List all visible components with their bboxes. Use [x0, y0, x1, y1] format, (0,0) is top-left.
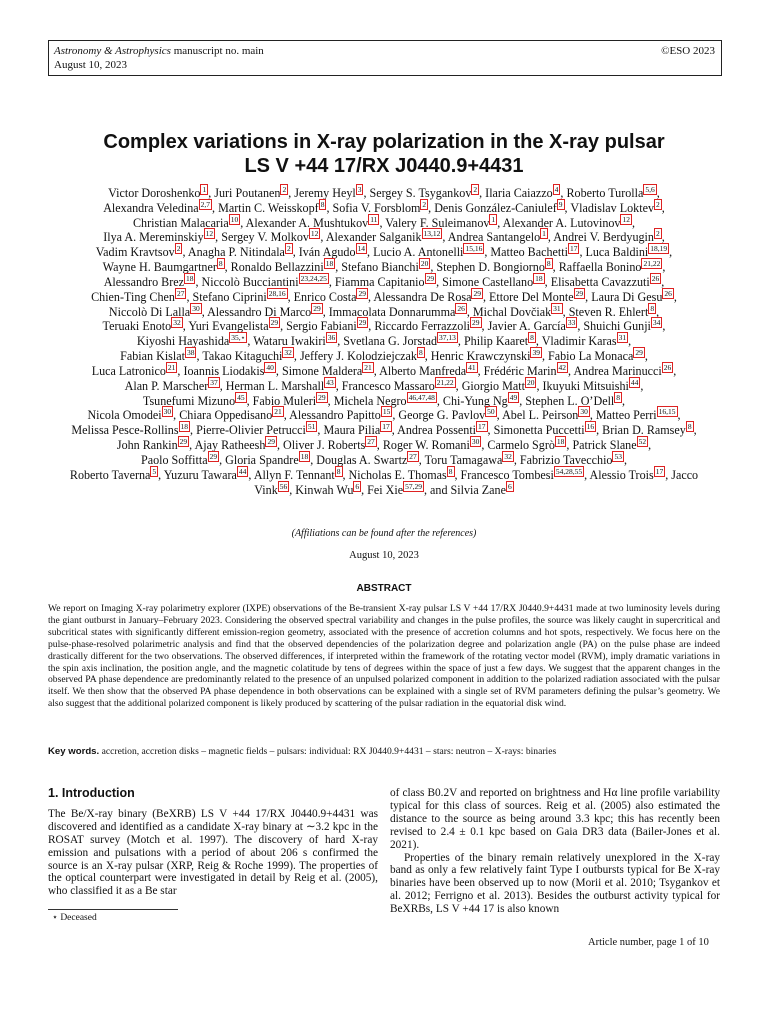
affiliation-link[interactable]: 28,16: [268, 288, 286, 298]
author-name: Laura Di Gesu: [591, 289, 663, 304]
author-name: Denis González-Caniulef: [434, 200, 557, 215]
author-name: Ronaldo Bellazzini: [230, 260, 324, 275]
author-name: Raffaella Bonino: [558, 260, 642, 275]
affiliation-link[interactable]: 49: [509, 392, 518, 402]
affiliation-link[interactable]: 30: [580, 407, 588, 417]
affiliation-link[interactable]: 6: [355, 481, 360, 491]
affiliation-link[interactable]: 2: [422, 199, 427, 209]
author-name: and Silvia Zane: [430, 482, 506, 497]
affiliation-link[interactable]: 29: [270, 318, 279, 328]
affiliation-link[interactable]: 29: [358, 288, 366, 298]
affiliation-link[interactable]: 18: [180, 422, 189, 432]
affiliation-link[interactable]: 2: [473, 185, 478, 194]
affiliation-link[interactable]: 42: [558, 362, 567, 372]
affiliation-link[interactable]: 18: [325, 259, 334, 269]
author-name: Patrick Slane: [572, 438, 637, 453]
author-name: Takao Kitaguchi: [202, 349, 283, 364]
affiliation-link[interactable]: 9: [558, 199, 563, 209]
author-name: Matteo Perri: [595, 408, 657, 423]
affiliation-link[interactable]: 29: [267, 437, 275, 447]
affiliation-link[interactable]: 52: [638, 437, 647, 447]
author-name: Abel L. Peirson: [502, 408, 579, 423]
affiliation-link[interactable]: 16,15: [658, 407, 676, 417]
affiliation-link[interactable]: 18: [300, 451, 309, 461]
author-name: Jacco Vink: [254, 467, 699, 497]
affiliation-link[interactable]: 8: [616, 392, 621, 402]
affiliation-link[interactable]: 32: [504, 451, 512, 461]
author-name: Sergey V. Molkov: [221, 230, 309, 245]
author-name: Michal Dovčiak: [472, 304, 552, 319]
affiliation-link[interactable]: 2: [656, 199, 660, 209]
affiliations-note: (Affiliations can be found after the references): [291, 528, 477, 539]
affiliation-link[interactable]: 26: [664, 288, 672, 298]
author-name: Jeffery J. Kolodziejczak: [299, 349, 417, 364]
author-name: Jeremy Heyl: [294, 186, 356, 201]
author-name: Martin C. Weisskopf: [218, 200, 319, 215]
abstract-heading: ABSTRACT: [356, 583, 412, 594]
author-name: Kinwah Wu: [295, 482, 354, 497]
affiliation-link[interactable]: 1: [202, 185, 207, 194]
affiliation-link[interactable]: 1: [491, 214, 496, 224]
author-name: Fabio Muleri: [252, 393, 317, 408]
author-name: Teruaki Enoto: [102, 319, 172, 334]
author-name: Douglas A. Swartz: [316, 452, 408, 467]
affiliation-link[interactable]: 17: [478, 422, 486, 432]
author-name: Yuzuru Tawara: [163, 467, 237, 482]
author-name: Alessandra De Rosa: [373, 289, 472, 304]
author-name: Maura Pilia: [323, 423, 381, 438]
affiliation-link[interactable]: 29: [473, 288, 481, 298]
affiliation-link[interactable]: 2: [286, 244, 291, 254]
affiliation-link[interactable]: 12: [205, 229, 214, 239]
author-name: Vadim Kravtsov: [95, 245, 175, 260]
affiliation-link[interactable]: 44: [630, 377, 639, 387]
affiliation-link[interactable]: 17: [382, 422, 390, 432]
author-name: Herman L. Marshall: [225, 378, 325, 393]
affiliation-link[interactable]: 15: [382, 407, 391, 417]
affiliation-link[interactable]: 29: [179, 437, 188, 447]
affiliation-link[interactable]: 29: [426, 273, 435, 283]
author-name: Tsunefumi Mizuno: [142, 393, 236, 408]
author-name: Elisabetta Cavazzuti: [550, 275, 650, 289]
author-name: Stefano Bianchi: [341, 260, 419, 275]
affiliation-link[interactable]: 29: [575, 288, 584, 298]
affiliation-link[interactable]: 14: [357, 244, 366, 254]
affiliation-link[interactable]: 26: [663, 362, 672, 372]
affiliation-link[interactable]: 36: [327, 333, 336, 343]
author-name: Stephen D. Bongiorno: [436, 260, 545, 275]
affiliation-link[interactable]: 29: [209, 451, 218, 461]
affiliation-link[interactable]: 20: [526, 377, 535, 387]
left-column: [48, 787, 378, 898]
affiliation-link[interactable]: 8: [218, 259, 223, 269]
author-name: Kiyoshi Hayashida: [136, 334, 230, 349]
affiliation-link[interactable]: 32: [173, 318, 181, 328]
affiliation-link[interactable]: 30: [163, 407, 172, 417]
author-name: Valery F. Suleimanov: [385, 215, 490, 230]
title-line-2: LS V +44 17/RX J0440.9+4431: [244, 155, 524, 177]
affiliation-link[interactable]: 45: [237, 392, 245, 402]
affiliation-link[interactable]: 46,47,48: [408, 392, 435, 402]
affiliation-link[interactable]: 18,19: [650, 244, 668, 254]
affiliation-link[interactable]: 2: [282, 185, 287, 194]
affiliation-link[interactable]: 11: [370, 214, 378, 224]
author-name: Sofia V. Forsblom: [332, 200, 421, 215]
author-name: Juri Poutanen: [214, 186, 281, 201]
author-name: Sergey S. Tsygankov: [369, 186, 472, 201]
affiliation-link[interactable]: 30: [471, 437, 480, 447]
author-name: Chien-Ting Chen: [91, 289, 175, 304]
affiliation-link[interactable]: 5: [152, 466, 157, 476]
author-name: Philip Kaaret: [463, 334, 529, 349]
paper-date: August 10, 2023: [349, 550, 419, 561]
affiliation-link[interactable]: 21,22: [643, 259, 661, 269]
affiliation-link[interactable]: 54,28,55: [555, 466, 583, 476]
affiliation-link[interactable]: 4: [554, 185, 559, 194]
affiliation-link[interactable]: 30: [192, 303, 200, 313]
author-name: Steven R. Ehlert: [568, 304, 649, 319]
affiliation-link[interactable]: 31: [553, 303, 561, 313]
author-name: Francesco Massaro: [341, 378, 435, 393]
affiliation-link[interactable]: 29: [318, 392, 326, 402]
author-name: Stephen L. O’Dell: [525, 393, 615, 408]
author-name: Lucio A. Antonelli: [373, 245, 464, 260]
affiliation-link[interactable]: 18: [535, 273, 543, 283]
author-name: Fiamma Capitanio: [334, 275, 425, 289]
author-name: Ajay Ratheesh: [194, 438, 266, 453]
affiliation-link[interactable]: 16: [586, 422, 595, 432]
author-name: Shuichi Gunji: [583, 319, 651, 334]
author-name: Yuri Evangelista: [188, 319, 269, 334]
affiliation-link[interactable]: 8: [687, 422, 692, 432]
paper-title: [0, 130, 768, 178]
affiliation-link[interactable]: 27: [176, 288, 185, 298]
affiliation-link[interactable]: 12: [310, 229, 319, 239]
author-name: Luca Latronico: [91, 363, 166, 378]
keywords-label: Key words.: [48, 746, 100, 757]
author-name: Carmelo Sgrò: [487, 438, 555, 453]
affiliation-link[interactable]: 26: [651, 273, 660, 283]
section-heading: 1. Introduction: [48, 786, 135, 800]
affiliation-link[interactable]: 20: [420, 259, 429, 269]
affiliation-link[interactable]: 21: [274, 407, 282, 417]
author-name: Fabrizio Tavecchio: [519, 452, 613, 467]
affiliation-link[interactable]: 27: [367, 437, 375, 447]
copyright: ©ESO 2023: [661, 45, 715, 57]
affiliation-link[interactable]: 18: [556, 437, 565, 447]
journal-header: [48, 40, 722, 76]
affiliation-link[interactable]: 8: [448, 466, 453, 476]
author-name: Alberto Manfreda: [379, 363, 467, 378]
affiliation-link[interactable]: 6: [507, 481, 512, 491]
affiliation-link[interactable]: 41: [468, 362, 476, 372]
affiliation-link[interactable]: 34: [652, 318, 661, 328]
affiliation-link[interactable]: 43: [326, 377, 334, 387]
author-name: Simone Castellano: [442, 275, 534, 289]
affiliation-link[interactable]: 8: [336, 466, 341, 476]
affiliation-link[interactable]: 37,13: [439, 333, 456, 343]
author-name: Sergio Fabiani: [286, 319, 357, 334]
affiliation-link[interactable]: 8: [530, 333, 534, 343]
author-name: Victor Doroshenko: [108, 186, 201, 201]
author-name: Alexander A. Lutovinov: [502, 215, 621, 230]
author-name: Toru Tamagawa: [424, 452, 503, 467]
author-name: Nicola Omodei: [87, 408, 162, 423]
keywords: [48, 746, 720, 758]
author-name: Michela Negro: [333, 393, 407, 408]
author-name: Andrea Possenti: [397, 423, 477, 438]
affiliation-link[interactable]: 21,22: [436, 377, 454, 387]
author-name: Alexander A. Mushtukov: [245, 215, 369, 230]
affiliation-link[interactable]: 32: [284, 348, 292, 358]
author-name: Stefano Ciprini: [192, 289, 267, 304]
author-name: Andrei V. Berdyugin: [553, 230, 654, 245]
intro-paragraph-1-cont: of class B0.2V and reported on brightness and Hα line profile variability typical for this class of sources. Reig et al. (2005) also estimated the distance to the source as being around 3.3 kpc; this has recently been revised to 2.4 ± 0.1 kpc based on Gaia DR3 data (Bailer-Jones et al. 2021).: [390, 787, 720, 851]
author-name: Giorgio Matt: [461, 378, 525, 393]
author-name: Paolo Soffitta: [140, 452, 208, 467]
footnote-rule: [48, 909, 178, 910]
journal-name: Astronomy & Astrophysics: [54, 45, 171, 57]
affiliation-link[interactable]: 31: [618, 333, 627, 343]
affiliation-link[interactable]: 2: [655, 229, 660, 239]
affiliation-link[interactable]: 2: [176, 244, 181, 254]
author-name: Nicholas E. Thomas: [348, 467, 447, 482]
author-name: Vladislav Loktev: [570, 200, 655, 215]
author-name: Allyn F. Tennant: [253, 467, 335, 482]
affiliation-link[interactable]: 8: [418, 348, 423, 358]
author-name: Christian Malacaria: [132, 215, 229, 230]
affiliation-link[interactable]: 1: [542, 229, 546, 239]
author-name: Melissa Pesce-Rollins: [71, 423, 179, 438]
affiliation-link[interactable]: 38: [186, 348, 195, 358]
affiliation-link[interactable]: 33: [567, 318, 576, 328]
author-name: Alexandra Veledina: [103, 200, 199, 215]
author-name: Alexander Salganik: [325, 230, 422, 245]
author-name: Henric Krawczynski: [430, 349, 531, 364]
affiliation-link[interactable]: 37: [210, 377, 218, 387]
author-name: Fei Xie: [367, 482, 404, 497]
author-name: Ioannis Liodakis: [183, 363, 265, 378]
author-name: Ettore Del Monte: [489, 289, 574, 304]
header-date: August 10, 2023: [54, 59, 128, 71]
affiliation-link[interactable]: 23,24,25: [300, 273, 327, 283]
author-name: Roberto Taverna: [69, 467, 151, 482]
author-name: Luca Baldini: [585, 245, 649, 260]
author-name: Oliver J. Roberts: [282, 438, 366, 453]
affiliation-link[interactable]: 56: [279, 481, 288, 491]
author-name: Simone Maldera: [281, 363, 363, 378]
affiliation-link[interactable]: 29: [313, 303, 321, 313]
author-name: Enrico Costa: [293, 289, 357, 304]
affiliation-link[interactable]: 8: [546, 259, 551, 269]
author-name: John Rankin: [116, 438, 178, 453]
author-name: Brian D. Ramsey: [602, 423, 686, 438]
author-name: Alessio Trois: [589, 467, 654, 482]
author-name: Francesco Tombesi: [460, 467, 554, 482]
author-name: Roger W. Romani: [382, 438, 470, 453]
affiliation-link[interactable]: 17: [569, 244, 578, 254]
author-name: Niccolò Bucciantini: [201, 275, 299, 289]
author-name: Svetlana G. Jorstad: [343, 334, 438, 349]
author-name: Ikuyuki Mitsuishi: [542, 378, 629, 393]
author-name: Chiara Oppedisano: [179, 408, 273, 423]
author-name: Anagha P. Nitindala: [187, 245, 285, 260]
author-name: Pierre-Olivier Petrucci: [196, 423, 306, 438]
author-name: Riccardo Ferrazzoli: [374, 319, 471, 334]
affiliation-link[interactable]: 39: [532, 348, 540, 358]
author-name: Ilya A. Mereminskiy: [103, 230, 204, 245]
affiliation-link[interactable]: 29: [472, 318, 480, 328]
affiliation-link[interactable]: 17: [655, 466, 664, 476]
keywords-text: accretion, accretion disks – magnetic fields – pulsars: individual: RX J0440.9+4431 – stars: neutron – X-rays: binaries: [101, 746, 557, 757]
author-name: Andrea Marinucci: [573, 363, 662, 378]
affiliation-link[interactable]: 15,16: [465, 244, 483, 254]
author-name: Simonetta Puccetti: [493, 423, 585, 438]
affiliation-link[interactable]: 35,⋆: [231, 333, 246, 343]
author-name: Alessandro Papitto: [289, 408, 381, 423]
author-name: Alan P. Marscher: [124, 378, 209, 393]
author-name: Fabio La Monaca: [548, 349, 634, 364]
author-name: Alessandro Di Marco: [207, 304, 312, 319]
affiliation-link[interactable]: 26: [457, 303, 465, 313]
affiliation-link[interactable]: 21: [364, 362, 372, 372]
title-line-1: Complex variations in X-ray polarization in the X-ray pulsar: [103, 131, 665, 153]
affiliation-link[interactable]: 3: [357, 185, 362, 194]
author-name: Andrea Santangelo: [447, 230, 541, 245]
affiliation-link[interactable]: 44: [238, 466, 247, 476]
affiliation-link[interactable]: 51: [307, 422, 316, 432]
author-name: George G. Pavlov: [398, 408, 486, 423]
author-name: Fabian Kislat: [120, 349, 185, 364]
affiliation-link[interactable]: 57,29: [405, 481, 422, 491]
affiliation-link[interactable]: 2,7: [200, 199, 211, 209]
author-name: Javier A. García: [487, 319, 566, 334]
author-list: Victor Doroshenko $^1$ , Juri Poutanen $^2$ , Jeremy Heyl $^3$ , Sergey S. Tsygankov $^2$ , Ilaria Caiazzo $^4$ , Roberto Turolla $^{5,6}$ , Alexandra Veledina $^{2,7}$ , Martin C. Weisskopf $^8$ , Sofia V. Forsblom $^2$ , Denis González-Caniulef $^9$ , Vladislav Loktev $^2$ , Christian Malacaria $^{10}$ , Alexander A. Mushtukov $^{11}$ , Valery F. Suleimanov $^1$ , Alexander A. Lutovinov $^{12}$ , Ilya A. Mereminskiy $^{12}$ , Sergey V. Molkov $^{12}$ , Alexander Salganik $^{13,12}$ , Andrea Santangelo $^1$ , Andrei V. Berdyugin $^2$ , Vadim Kravtsov $^2$ , Anagha P. Nitindala $^2$ , Iván Agudo $^{14}$ , Lucio A. Antonelli $^{15,16}$ , Matteo Bachetti $^{17}$ , Luca Baldini $^{18,19}$ , Wayne H. Baumgartner $^8$ , Ronaldo Bellazzini $^{18}$ , Stefano Bianchi $^{20}$ , Stephen D. Bongiorno $^8$ , Raffaella Bonino $^{21,22}$ , Alessandro Brez $^{18}$ , Niccolò Bucciantini $^{23,24,25}$ , Fiamma Capitanio $^{29}$ , Simone Castellano $^{18}$ , Elisabetta Cavazzuti $^{26}$ , Chien-Ting Chen $^{27}$ , Stefano Ciprini $^{28,16}$ , Enrico Costa $^{29}$ , Alessandra De Rosa $^{29}$ , Ettore Del Monte $^{29}$ , Laura Di Gesu $^{26}$ , Niccolò Di Lalla $^{30}$ , Alessandro Di Marco $^{29}$ , Immacolata Donnarumma $^{26}$ , Michal Dovčiak $^{31}$ , Steven R. Ehlert $^8$ , Teruaki Enoto $^{32}$ , Yuri Evangelista $^{29}$ , Sergio Fabiani $^{29}$ , Riccardo Ferrazzoli $^{29}$ , Javier A. García $^{33}$ , Shuichi Gunji $^{34}$ , Kiyoshi Hayashida $^{35,⋆}$ , Wataru Iwakiri $^{36}$ , Svetlana G. Jorstad $^{37,13}$ , Philip Kaaret $^8$ , Vladimir Karas $^{31}$ , Fabian Kislat $^{38}$ , Takao Kitaguchi $^{32}$ , Jeffery J. Kolodziejczak $^8$ , Henric Krawczynski $^{39}$ , Fabio La Monaca $^{29}$ , Luca Latronico $^{21}$ , Ioannis Liodakis $^{40}$ , Simone Maldera $^{21}$ , Alberto Manfreda $^{41}$ , Frédéric Marin $^{42}$ , Andrea Marinucci $^{26}$ , Alan P. Marscher $^{37}$ , Herman L. Marshall $^{43}$ , Francesco Massaro $^{21,22}$ , Giorgio Matt $^{20}$ , Ikuyuki Mitsuishi $^{44}$ , Tsunefumi Mizuno $^{45}$ , Fabio Muleri $^{29}$ , Michela Negro $^{46,47,48}$ , Chi-Yung Ng $^{49}$ , Stephen L. O’Dell $^8$ , Nicola Omodei $^{30}$ , Chiara Oppedisano $^{21}$ , Alessandro Papitto $^{15}$ , George G. Pavlov $^{50}$ , Abel L. Peirson $^{30}$ , Matteo Perri $^{16,15}$ , Melissa Pesce-Rollins $^{18}$ , Pierre-Olivier Petrucci $^{51}$ , Maura Pilia $^{17}$ , Andrea Possenti $^{17}$ , Simonetta Puccetti $^{16}$ , Brian D. Ramsey $^8$ , John Rankin $^{29}$ , Ajay Ratheesh $^{29}$ , Oliver J. Roberts $^{27}$ , Roger W. Romani $^{30}$ , Carmelo Sgrò $^{18}$ , Patrick Slane $^{52}$ , Paolo Soffitta $^{29}$ , Gloria Spandre $^{18}$ , Douglas A. Swartz $^{27}$ , Toru Tamagawa $^{32}$ , Fabrizio Tavecchio $^{53}$ , Roberto Taverna $^5$ , Yuzuru Tawara $^{44}$ , Allyn F. Tennant $^8$ , Nicholas E. Thomas $^8$ , Francesco Tombesi $^{54,28,55}$ , Alessio Trois $^{17}$ , Jacco Vink $^{56}$ , Kinwah Wu $^6$ , Fei Xie $^{57,29}$ , and Silvia Zane $^6$: [69, 185, 699, 497]
affiliation-link[interactable]: 21: [167, 362, 176, 372]
author-name: Alessandro Brez: [103, 275, 184, 289]
page-number: Article number, page 1 of 10: [588, 937, 709, 948]
affiliation-link[interactable]: 18: [185, 273, 194, 283]
affiliation-link[interactable]: 13,12: [423, 229, 441, 239]
intro-paragraph-2: Properties of the binary remain relatively unexplored in the X-ray band as only a few relatively faint Type I outbursts typical for Be X-ray binaries have been observed up to now (Morii et al. 2010; Tsygankov et al. 2012; Ferrigno et al. 2013). Besides the outburst activity typical for BeXRBs, LS V +44 17 is also known: [390, 851, 720, 916]
affiliation-link[interactable]: 29: [635, 348, 643, 358]
footnote: ⋆ Deceased: [52, 913, 97, 923]
author-name: Ilaria Caiazzo: [485, 186, 553, 201]
affiliation-link[interactable]: 53: [614, 451, 622, 461]
author-name: Iván Agudo: [298, 245, 356, 260]
affiliation-link[interactable]: 12: [622, 214, 630, 224]
author-name: Roberto Turolla: [566, 186, 644, 201]
manuscript-label: manuscript no. main: [173, 45, 264, 57]
author-name: Vladimir Karas: [541, 334, 617, 349]
affiliation-link[interactable]: 27: [409, 451, 417, 461]
author-name: Chi-Yung Ng: [442, 393, 508, 408]
right-column: [390, 787, 720, 916]
author-name: Wataru Iwakiri: [253, 334, 326, 349]
affiliation-link[interactable]: 50: [487, 407, 495, 417]
intro-paragraph-1: The Be/X-ray binary (BeXRB) LS V +44 17/RX J0440.9+4431 was discovered and identified as a candidate X-ray binary at ∼3.2 kpc in the ROSAT survey (Motch et al. 1997). The discovery of hard X-ray emission and pulsations with a period of about 206 s confirmed the source is an X-ray pulsar (XRP, Reig & Roche 1999). The properties of the optical counterpart were investigated in detail by Reig et al. (2005), who classified it as a Be star: [48, 807, 378, 898]
affiliation-link[interactable]: 8: [650, 303, 655, 313]
author-name: Wayne H. Baumgartner: [102, 260, 217, 275]
affiliation-link[interactable]: 8: [320, 199, 325, 209]
author-name: Niccolò Di Lalla: [108, 304, 191, 319]
author-name: Matteo Bachetti: [490, 245, 568, 260]
affiliation-link[interactable]: 5,6: [645, 185, 655, 194]
abstract-text: We report on Imaging X-ray polarimetry explorer (IXPE) observations of the Be-transient X-ray pulsar LS V +44 17/RX J0440.9+4431 made at two luminosity levels during the giant outburst in January–February 2023. Considering the observed spectral variability and changes in the pulse profiles, the source was likely caught in supercritical and subcritical states with significantly different emission-region geometry, associated with the presence of accretion columns and hot spots, respectively. We focus here on the pulse-phase-resolved polarimetric analysis and find that the observed dependencies of the polarization degree and polarization angle (PA) on the pulse phase are indeed drastically different for the two observations. The observed differences, if interpreted within the framework of the rotating vector model (RVM), imply dramatic variations in the spin axis inclination, the position angle, and the magnetic colatitude by tens of degrees within the space of just a few days. We suggest that the apparent changes in the observed PA phase dependence are predominantly related to the presence of an unpulsed polarized component in addition to the polarized radiation associated with the pulsar itself. We then show that the observed PA phase dependence in both observations can be explained with a single set of RVM parameters defining the pulsar’s geometry. We also suggest that the additional polarized component is likely produced by scattering of the pulsar radiation in the equatorial disk wind.: [48, 603, 720, 710]
author-name: Frédéric Marin: [483, 363, 557, 378]
author-name: Immacolata Donnarumma: [328, 304, 456, 319]
author-name: Gloria Spandre: [225, 452, 299, 467]
affiliation-link[interactable]: 40: [266, 362, 274, 372]
affiliation-link[interactable]: 29: [358, 318, 367, 328]
affiliation-link[interactable]: 10: [230, 214, 239, 224]
